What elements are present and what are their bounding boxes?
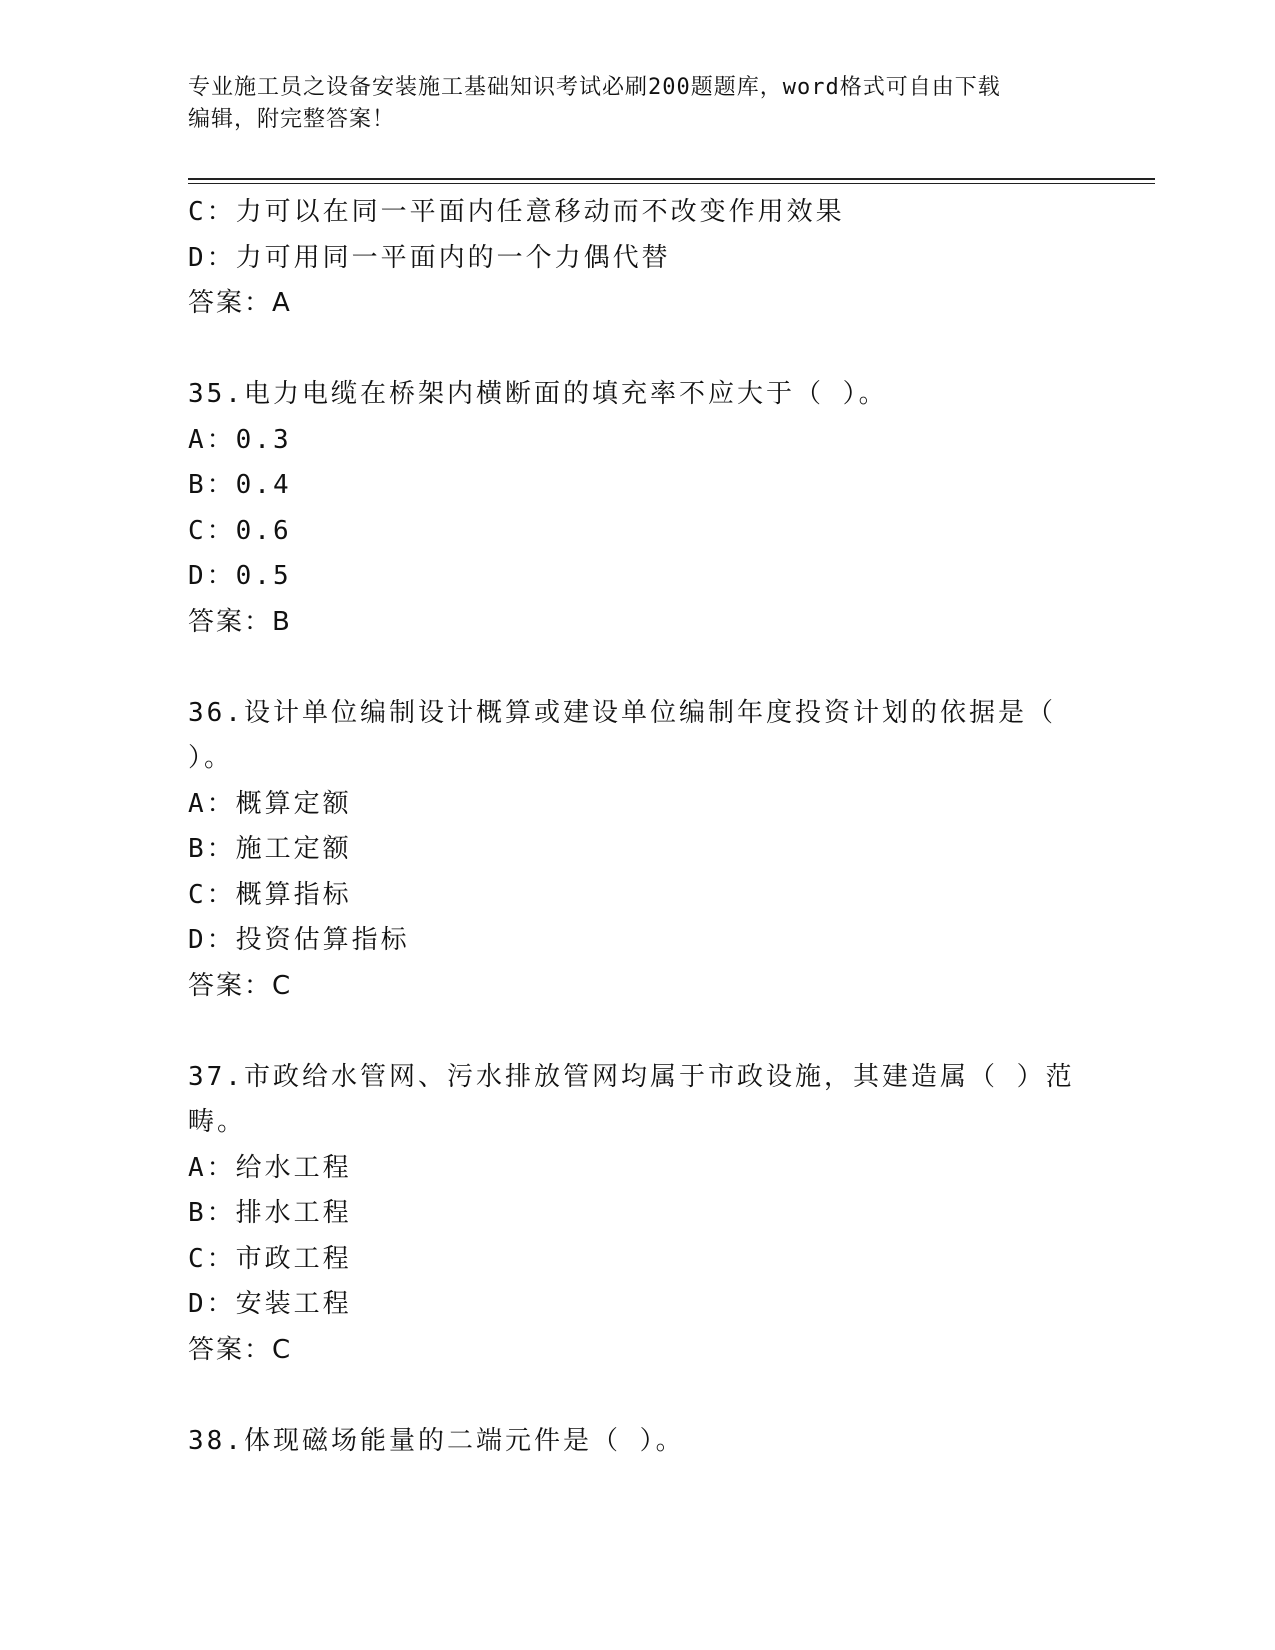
answer-label: 答案：A (188, 288, 292, 318)
header-divider (188, 178, 1155, 184)
question-list (188, 190, 1088, 1464)
question-38 (188, 1419, 1088, 1465)
answer-label: 答案：B (188, 606, 292, 637)
option-c: C：0.6 (188, 515, 292, 546)
question-34-tail (188, 190, 1088, 327)
spacer (188, 327, 1088, 373)
document-title-line-2: 编辑，附完整答案！ (188, 107, 396, 132)
question-stem-line-1: 36.设计单位编制设计概算或建设单位编制年度投资计划的依据是（ (188, 697, 1056, 728)
option-d: D：安装工程 (188, 1289, 352, 1319)
option-c: C：力可以在同一平面内任意移动而不改变作用效果 (188, 197, 845, 227)
spacer (188, 645, 1088, 691)
question-stem: 35.电力电缆在桥架内横断面的填充率不应大于（ ）。 (188, 379, 888, 409)
document-title-line-1: 专业施工员之设备安装施工基础知识考试必刷200题题库，word格式可自由下载 (188, 75, 1001, 100)
spacer (188, 1009, 1088, 1055)
document-header (188, 72, 1088, 136)
question-35 (188, 372, 1088, 645)
option-d: D：力可用同一平面内的一个力偶代替 (188, 242, 671, 273)
option-b: B：0.4 (188, 470, 292, 500)
option-d: D：投资估算指标 (188, 925, 410, 955)
question-36 (188, 691, 1088, 1010)
answer-label: 答案：C (188, 1334, 293, 1365)
option-a: A：0.3 (188, 424, 292, 455)
question-stem-line-2: ）。 (188, 743, 234, 773)
question-stem-line-2: 畴。 (188, 1107, 247, 1137)
option-d: D：0.5 (188, 561, 292, 591)
question-37 (188, 1055, 1088, 1374)
answer-label: 答案：C (188, 970, 293, 1001)
question-stem: 38.体现磁场能量的二端元件是（ ）。 (188, 1425, 685, 1456)
option-c: C：市政工程 (188, 1243, 352, 1274)
option-c: C：概算指标 (188, 879, 352, 910)
option-b: B：排水工程 (188, 1198, 352, 1228)
option-b: B：施工定额 (188, 834, 352, 864)
question-stem-line-1: 37.市政给水管网、污水排放管网均属于市政设施，其建造属（ ）范 (188, 1061, 1075, 1092)
option-a: A：给水工程 (188, 1152, 352, 1183)
option-a: A：概算定额 (188, 788, 352, 819)
spacer (188, 1373, 1088, 1419)
